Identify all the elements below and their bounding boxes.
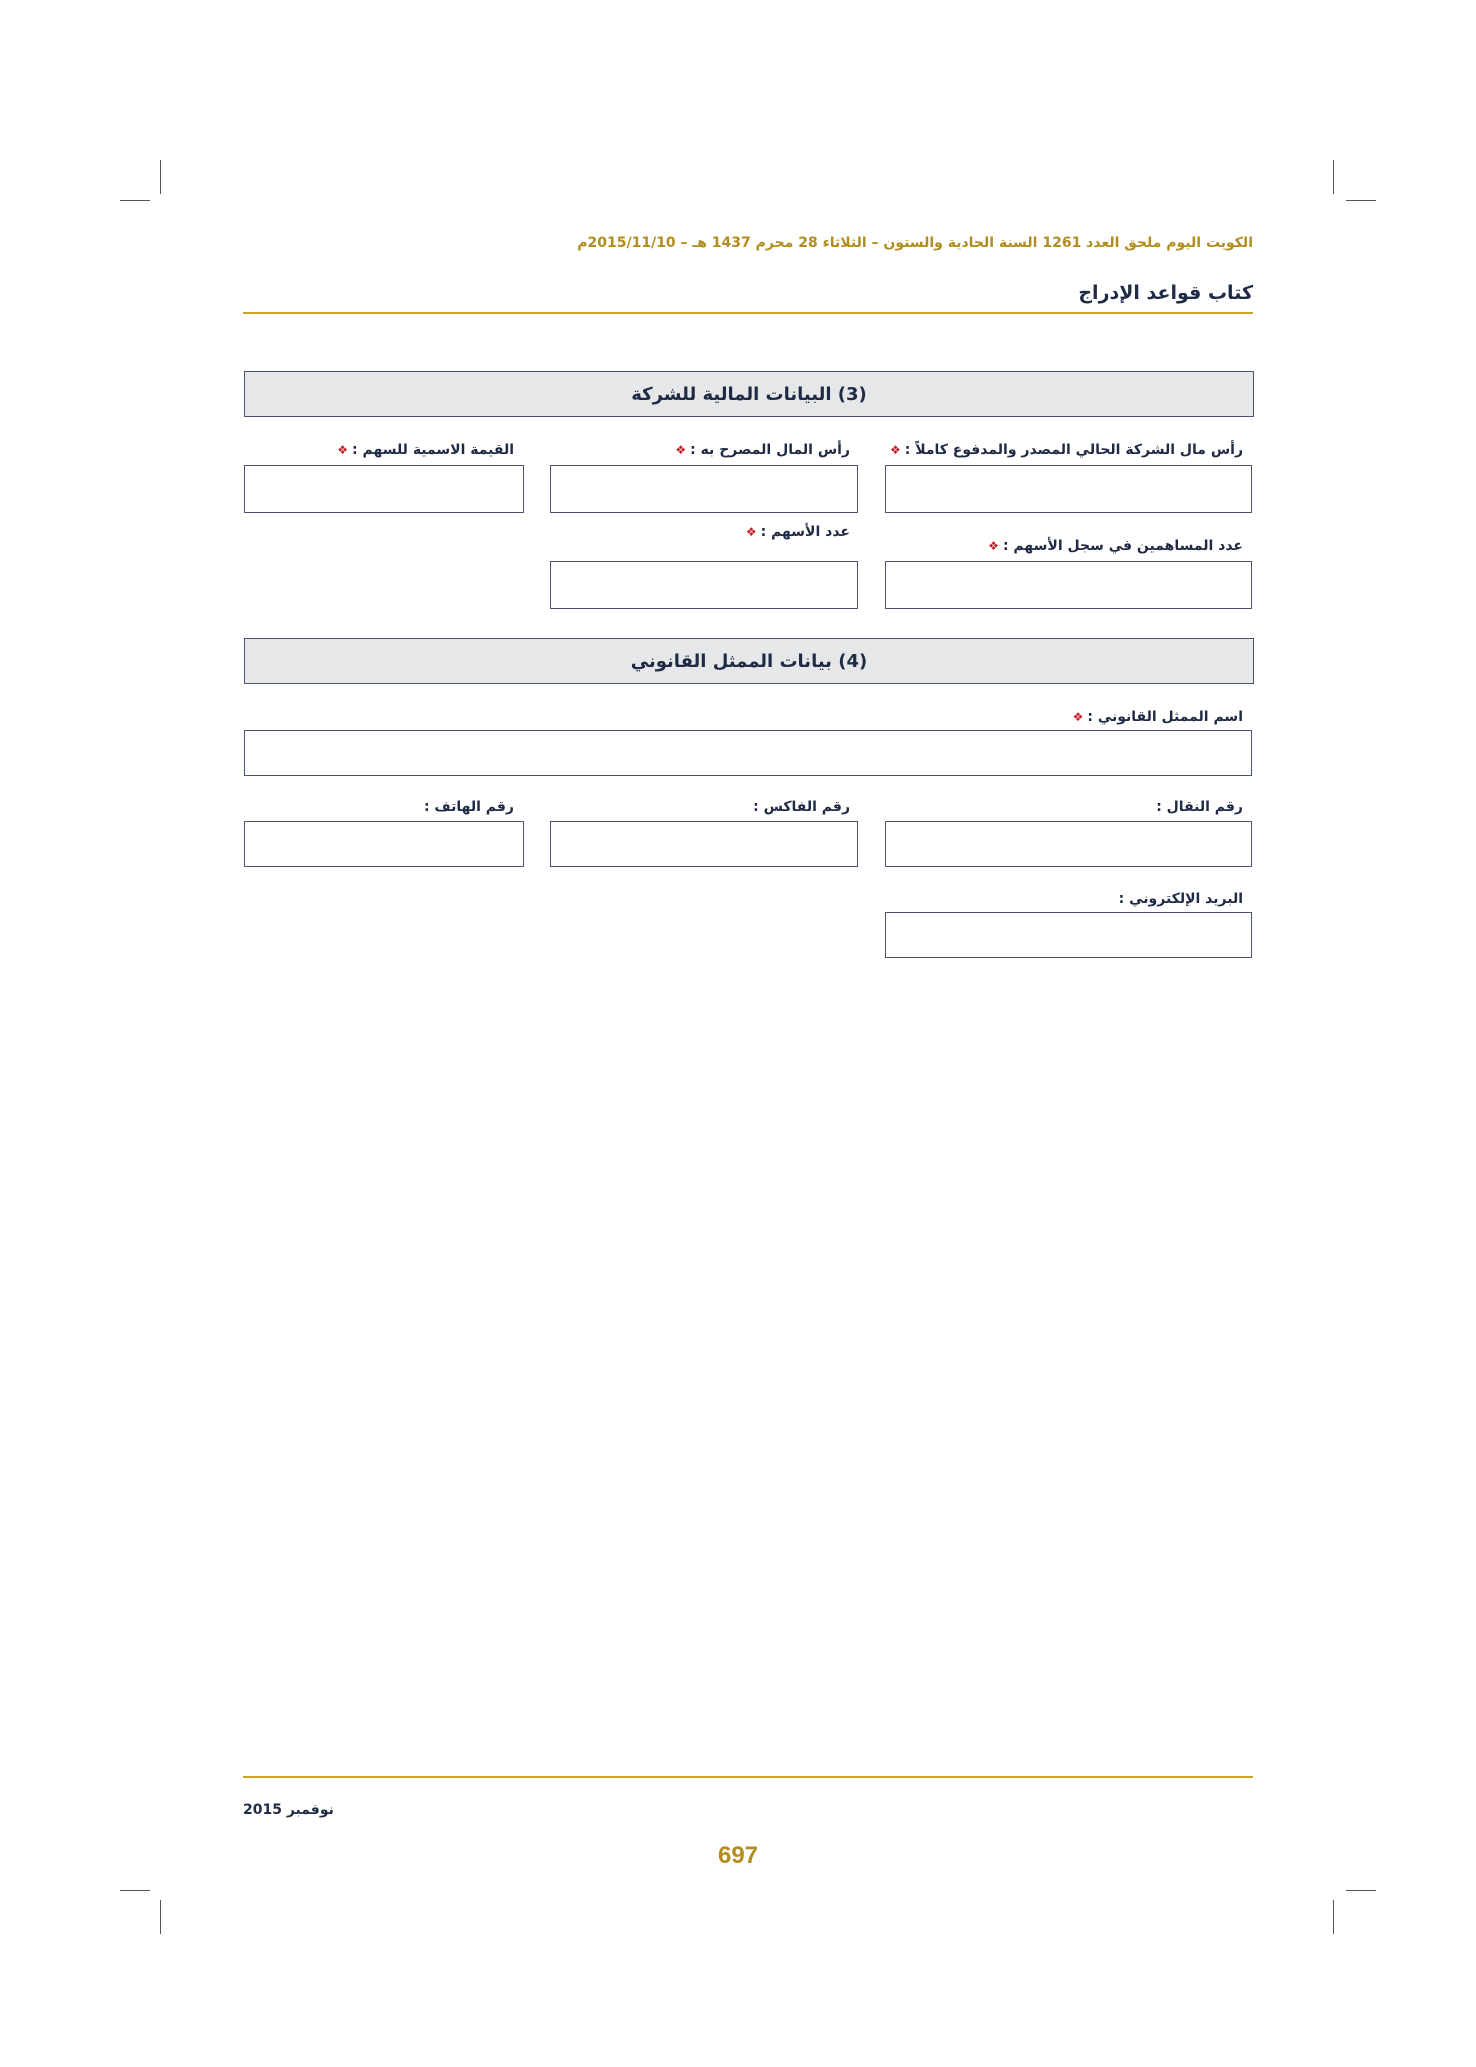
header-rule bbox=[243, 312, 1253, 314]
shares-count-input[interactable] bbox=[550, 561, 858, 609]
crop-mark bbox=[1346, 200, 1376, 201]
label-shares-count: عدد الأسهم :❖ bbox=[745, 524, 850, 540]
label-mobile: رقم النقال : bbox=[1156, 799, 1243, 815]
email-input[interactable] bbox=[885, 912, 1252, 958]
crop-mark bbox=[1346, 1890, 1376, 1891]
running-header: الكويت اليوم ملحق العدد 1261 السنة الحادية والستون – الثلاثاء 28 محرم 1437 هـ – 2015/11/10م bbox=[577, 235, 1253, 251]
required-marker-icon: ❖ bbox=[337, 443, 349, 457]
label-phone: رقم الهاتف : bbox=[423, 799, 514, 815]
required-marker-icon: ❖ bbox=[889, 443, 901, 457]
required-marker-icon: ❖ bbox=[1072, 710, 1084, 724]
authorized-capital-input[interactable] bbox=[550, 465, 858, 513]
label-email: البريد الإلكتروني : bbox=[1118, 891, 1243, 907]
section-title: (4) بيانات الممثل القانوني bbox=[630, 650, 868, 672]
crop-mark bbox=[160, 1900, 161, 1934]
rep-name-input[interactable] bbox=[244, 730, 1252, 776]
footer-rule bbox=[243, 1776, 1253, 1778]
nominal-value-input[interactable] bbox=[244, 465, 524, 513]
issued-capital-input[interactable] bbox=[885, 465, 1252, 513]
page-number: 697 bbox=[717, 1842, 759, 1869]
footer-month: نوفمبر 2015 bbox=[243, 1802, 334, 1818]
required-marker-icon: ❖ bbox=[988, 539, 999, 553]
fax-input[interactable] bbox=[550, 821, 858, 867]
crop-mark bbox=[1333, 1900, 1334, 1934]
crop-mark bbox=[1333, 160, 1334, 194]
crop-mark bbox=[120, 200, 150, 201]
crop-mark bbox=[120, 1890, 150, 1891]
section-financial-data-heading bbox=[244, 371, 1254, 417]
required-marker-icon: ❖ bbox=[675, 443, 687, 457]
section-title: (3) البيانات المالية للشركة bbox=[631, 383, 867, 405]
phone-input[interactable] bbox=[244, 821, 524, 867]
label-issued-capital: رأس مال الشركة الحالي المصدر والمدفوع كاملاً :❖ bbox=[889, 442, 1243, 458]
section-legal-representative-heading bbox=[244, 638, 1254, 684]
label-nominal-value: القيمة الاسمية للسهم :❖ bbox=[337, 442, 514, 458]
label-rep-name: اسم الممثل القانوني :❖ bbox=[1072, 709, 1243, 725]
label-authorized-capital: رأس المال المصرح به :❖ bbox=[675, 442, 850, 458]
book-title: كتاب قواعد الإدراج bbox=[1078, 282, 1253, 304]
shareholders-count-input[interactable] bbox=[885, 561, 1252, 609]
required-marker-icon: ❖ bbox=[745, 525, 757, 539]
crop-mark bbox=[160, 160, 161, 194]
mobile-input[interactable] bbox=[885, 821, 1252, 867]
label-shareholders-count: عدد المساهمين في سجل الأسهم :❖ bbox=[988, 538, 1243, 554]
label-fax: رقم الفاكس : bbox=[753, 799, 850, 815]
